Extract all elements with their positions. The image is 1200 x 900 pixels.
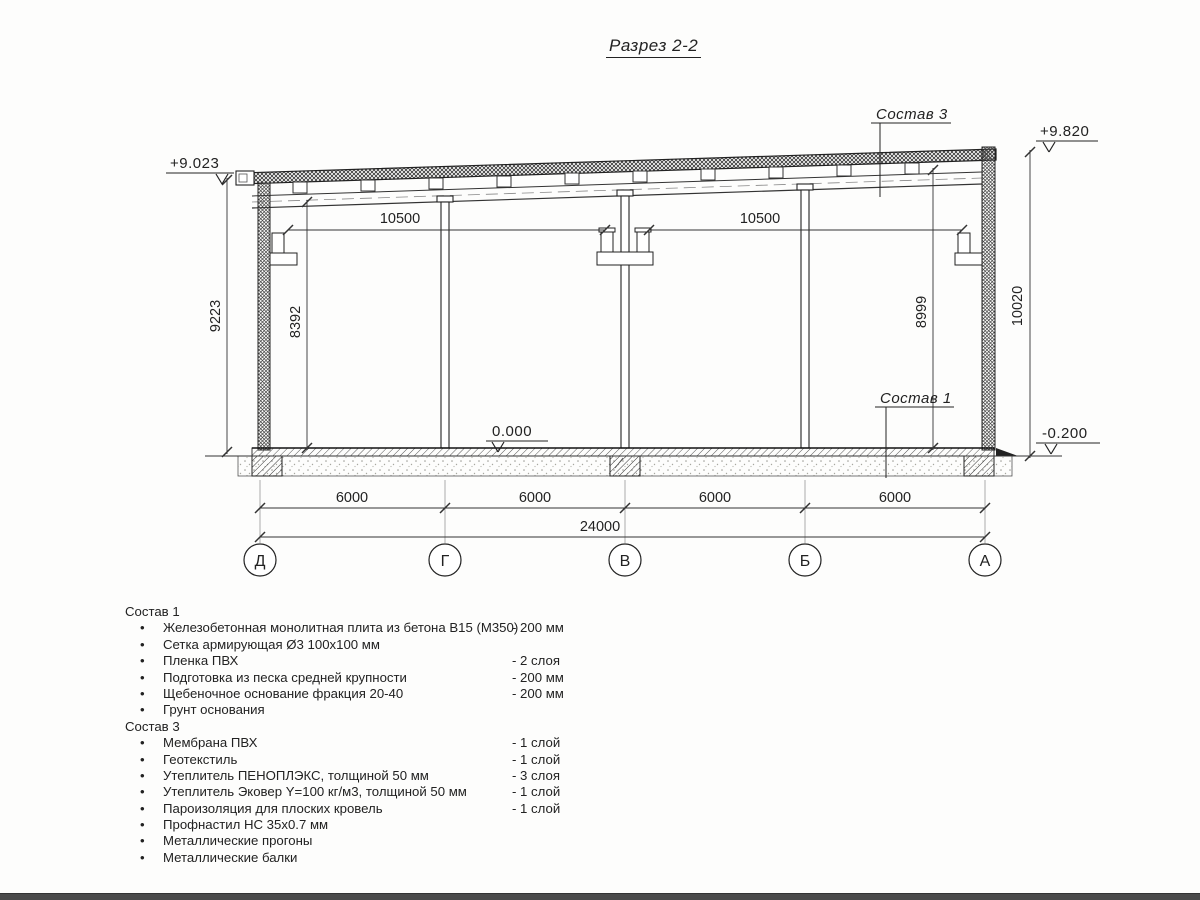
- ground-wedge-right: [996, 448, 1018, 456]
- bracket-left-stub: [272, 233, 284, 253]
- elevation-ground: [1036, 425, 1100, 454]
- item-value: - 1 слой: [512, 784, 561, 800]
- bullet-icon: •: [140, 636, 145, 652]
- axis-letter-b: Б: [799, 553, 811, 570]
- bracket-left-base: [270, 253, 297, 265]
- floor-slab: [252, 448, 994, 456]
- item-value: - 1 слой: [512, 735, 561, 751]
- column-cap-g: [437, 196, 453, 202]
- list-item: [125, 653, 605, 669]
- list-item: [125, 686, 605, 702]
- dim-span-4: 6000: [878, 490, 912, 506]
- roof-assembly: [236, 149, 996, 208]
- list-item: [125, 670, 605, 686]
- axis-letter-d: Д: [254, 553, 266, 570]
- list-item: [125, 850, 605, 866]
- column-g: [441, 202, 449, 448]
- list-item: [125, 752, 605, 768]
- column-v: [621, 196, 629, 448]
- item-value: - 3 слоя: [512, 767, 560, 783]
- item-text: Утеплитель Эковер Y=100 кг/м3, толщиной 50 мм: [163, 784, 467, 800]
- bullet-icon: •: [140, 669, 145, 685]
- list-item: [125, 833, 605, 849]
- bullet-icon: •: [140, 735, 145, 751]
- item-value: - 2 слоя: [512, 653, 560, 669]
- bullet-icon: •: [140, 800, 145, 816]
- column-cap-b: [797, 184, 813, 190]
- dim-left-outer: 9223: [208, 299, 224, 333]
- item-text: Геотекстиль: [163, 751, 238, 767]
- dim-span-3: 6000: [698, 490, 732, 506]
- left-wall: [258, 183, 270, 450]
- bracket-v-base: [597, 252, 653, 265]
- item-value: - 200 мм: [512, 669, 564, 685]
- axis-bubbles: [244, 544, 1001, 576]
- dim-total: 24000: [579, 519, 621, 535]
- item-text: Металлические прогоны: [163, 833, 313, 849]
- item-value: - 1 слой: [512, 751, 561, 767]
- bullet-icon: •: [140, 767, 145, 783]
- bullet-icon: •: [140, 620, 145, 636]
- list-item: [125, 702, 605, 718]
- elevation-right-top: [1036, 123, 1098, 152]
- item-text: Сетка армирующая Ø3 100x100 мм: [163, 636, 380, 652]
- right-wall: [982, 147, 995, 450]
- bullet-icon: •: [140, 702, 145, 718]
- dim-top-span-1: 10500: [379, 211, 421, 227]
- list-item: [125, 801, 605, 817]
- elevation-ground-value: -0.200: [1042, 425, 1088, 442]
- column-cap-v: [617, 190, 633, 196]
- composition-lists: [125, 604, 605, 866]
- elevation-right-top-value: +9.820: [1040, 123, 1090, 140]
- foundation-pad-right: [964, 456, 994, 476]
- list-item: [125, 768, 605, 784]
- axis-letter-v: В: [619, 553, 631, 570]
- list-item: [125, 637, 605, 653]
- item-text: Металлические балки: [163, 849, 298, 865]
- item-value: - 200 мм: [512, 685, 564, 701]
- axis-letter-a: А: [979, 553, 991, 570]
- dim-left-inner: 8392: [288, 305, 304, 339]
- dim-right-outer: 10020: [1010, 285, 1026, 327]
- bracket-v-right-stub: [637, 232, 649, 252]
- bracket-right-stub: [958, 233, 970, 253]
- drawing-title: Разрез 2-2: [606, 36, 701, 58]
- bullet-icon: •: [140, 817, 145, 833]
- dim-span-1: 6000: [335, 490, 369, 506]
- elevation-left-top: [166, 155, 234, 184]
- item-text: Щебеночное основание фракция 20-40: [163, 685, 404, 701]
- window-bottom-edge: [0, 893, 1200, 900]
- item-text: Профнастил НС 35x0.7 мм: [163, 817, 329, 833]
- dim-right-inner: 8999: [914, 295, 930, 329]
- list-item: [125, 620, 605, 636]
- column-b: [801, 190, 809, 448]
- bullet-icon: •: [140, 833, 145, 849]
- bullet-icon: •: [140, 849, 145, 865]
- item-text: Пленка ПВХ: [163, 653, 239, 669]
- label-roof-composition-text: Состав 3: [876, 106, 948, 123]
- roof-left-endcap-inner: [239, 174, 247, 182]
- item-text: Утеплитель ПЕНОПЛЭКС, толщиной 50 мм: [163, 767, 429, 783]
- roof-slab: [240, 149, 996, 184]
- floor-assembly: [205, 448, 1062, 476]
- elevation-left-top-value: +9.023: [170, 155, 220, 172]
- elevation-floor-value: 0.000: [492, 423, 533, 440]
- list-item: [125, 735, 605, 751]
- dim-bottom-chains: [255, 480, 990, 543]
- bullet-icon: •: [140, 685, 145, 701]
- item-value: - 1 слой: [512, 800, 561, 816]
- bullet-icon: •: [140, 751, 145, 767]
- composition-1-heading: Состав 1: [125, 604, 180, 619]
- bullet-icon: •: [140, 653, 145, 669]
- bracket-v-left-stub: [601, 232, 613, 252]
- label-floor-composition-text: Состав 1: [880, 390, 952, 407]
- item-value: - 200 мм: [512, 620, 564, 636]
- item-text: Пароизоляция для плоских кровель: [163, 800, 383, 816]
- dim-top-span-2: 10500: [739, 211, 781, 227]
- item-text: Подготовка из песка средней крупности: [163, 669, 407, 685]
- foundation-pad-left: [252, 456, 282, 476]
- dim-right-vertical: [914, 147, 1035, 461]
- composition-3-heading: Состав 3: [125, 718, 180, 734]
- dim-span-2: 6000: [518, 490, 552, 506]
- foundation-pad-mid: [610, 456, 640, 476]
- axis-letter-g: Г: [440, 553, 450, 570]
- list-item: [125, 817, 605, 833]
- item-text: Грунт основания: [163, 702, 265, 718]
- list-item: [125, 784, 605, 800]
- bracket-right-base: [955, 253, 982, 265]
- bullet-icon: •: [140, 784, 145, 800]
- item-text: Мембрана ПВХ: [163, 735, 258, 751]
- item-text: Железобетонная монолитная плита из бетона В15 (М350): [163, 620, 519, 636]
